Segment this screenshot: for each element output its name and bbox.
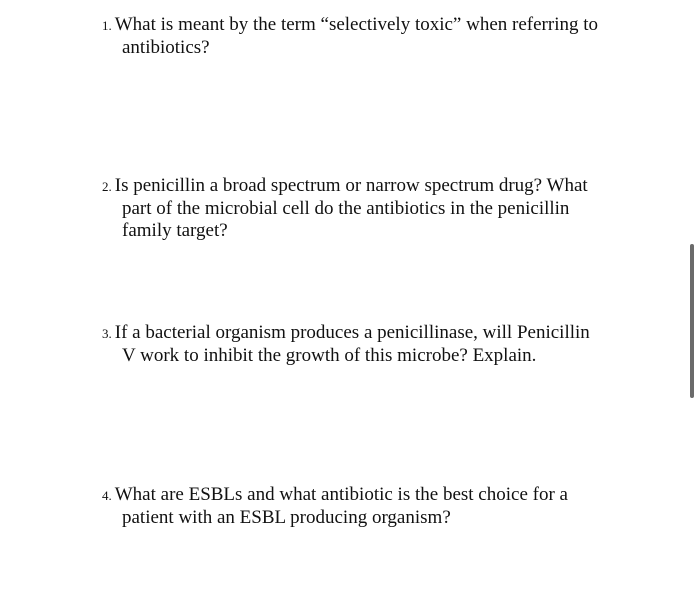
question-text: Is penicillin a broad spectrum or narrow spectrum drug? What <box>114 175 588 196</box>
question-text: family target? <box>122 220 228 241</box>
question-1 <box>102 14 622 59</box>
scrollbar-thumb[interactable] <box>690 244 694 398</box>
question-text: part of the microbial cell do the antibiotics in the penicillin <box>122 198 570 219</box>
question-number: 1. <box>102 18 112 33</box>
question-text: V work to inhibit the growth of this microbe? Explain. <box>122 345 537 366</box>
question-line <box>102 322 622 345</box>
question-text: What is meant by the term “selectively toxic” when referring to <box>114 14 599 35</box>
question-number: 4. <box>102 488 112 503</box>
question-line <box>102 14 622 37</box>
question-2 <box>102 175 622 242</box>
question-number: 3. <box>102 326 112 341</box>
question-text: patient with an ESBL producing organism? <box>122 507 451 528</box>
question-text: What are ESBLs and what antibiotic is the best choice for a <box>114 484 568 505</box>
vertical-scrollbar[interactable] <box>688 0 700 608</box>
question-line <box>102 175 622 198</box>
question-4 <box>102 484 622 529</box>
question-3 <box>102 322 622 367</box>
question-text: antibiotics? <box>122 37 210 58</box>
question-line <box>102 484 622 507</box>
question-number: 2. <box>102 179 112 194</box>
question-text: If a bacterial organism produces a penicillinase, will Penicillin <box>114 322 590 343</box>
